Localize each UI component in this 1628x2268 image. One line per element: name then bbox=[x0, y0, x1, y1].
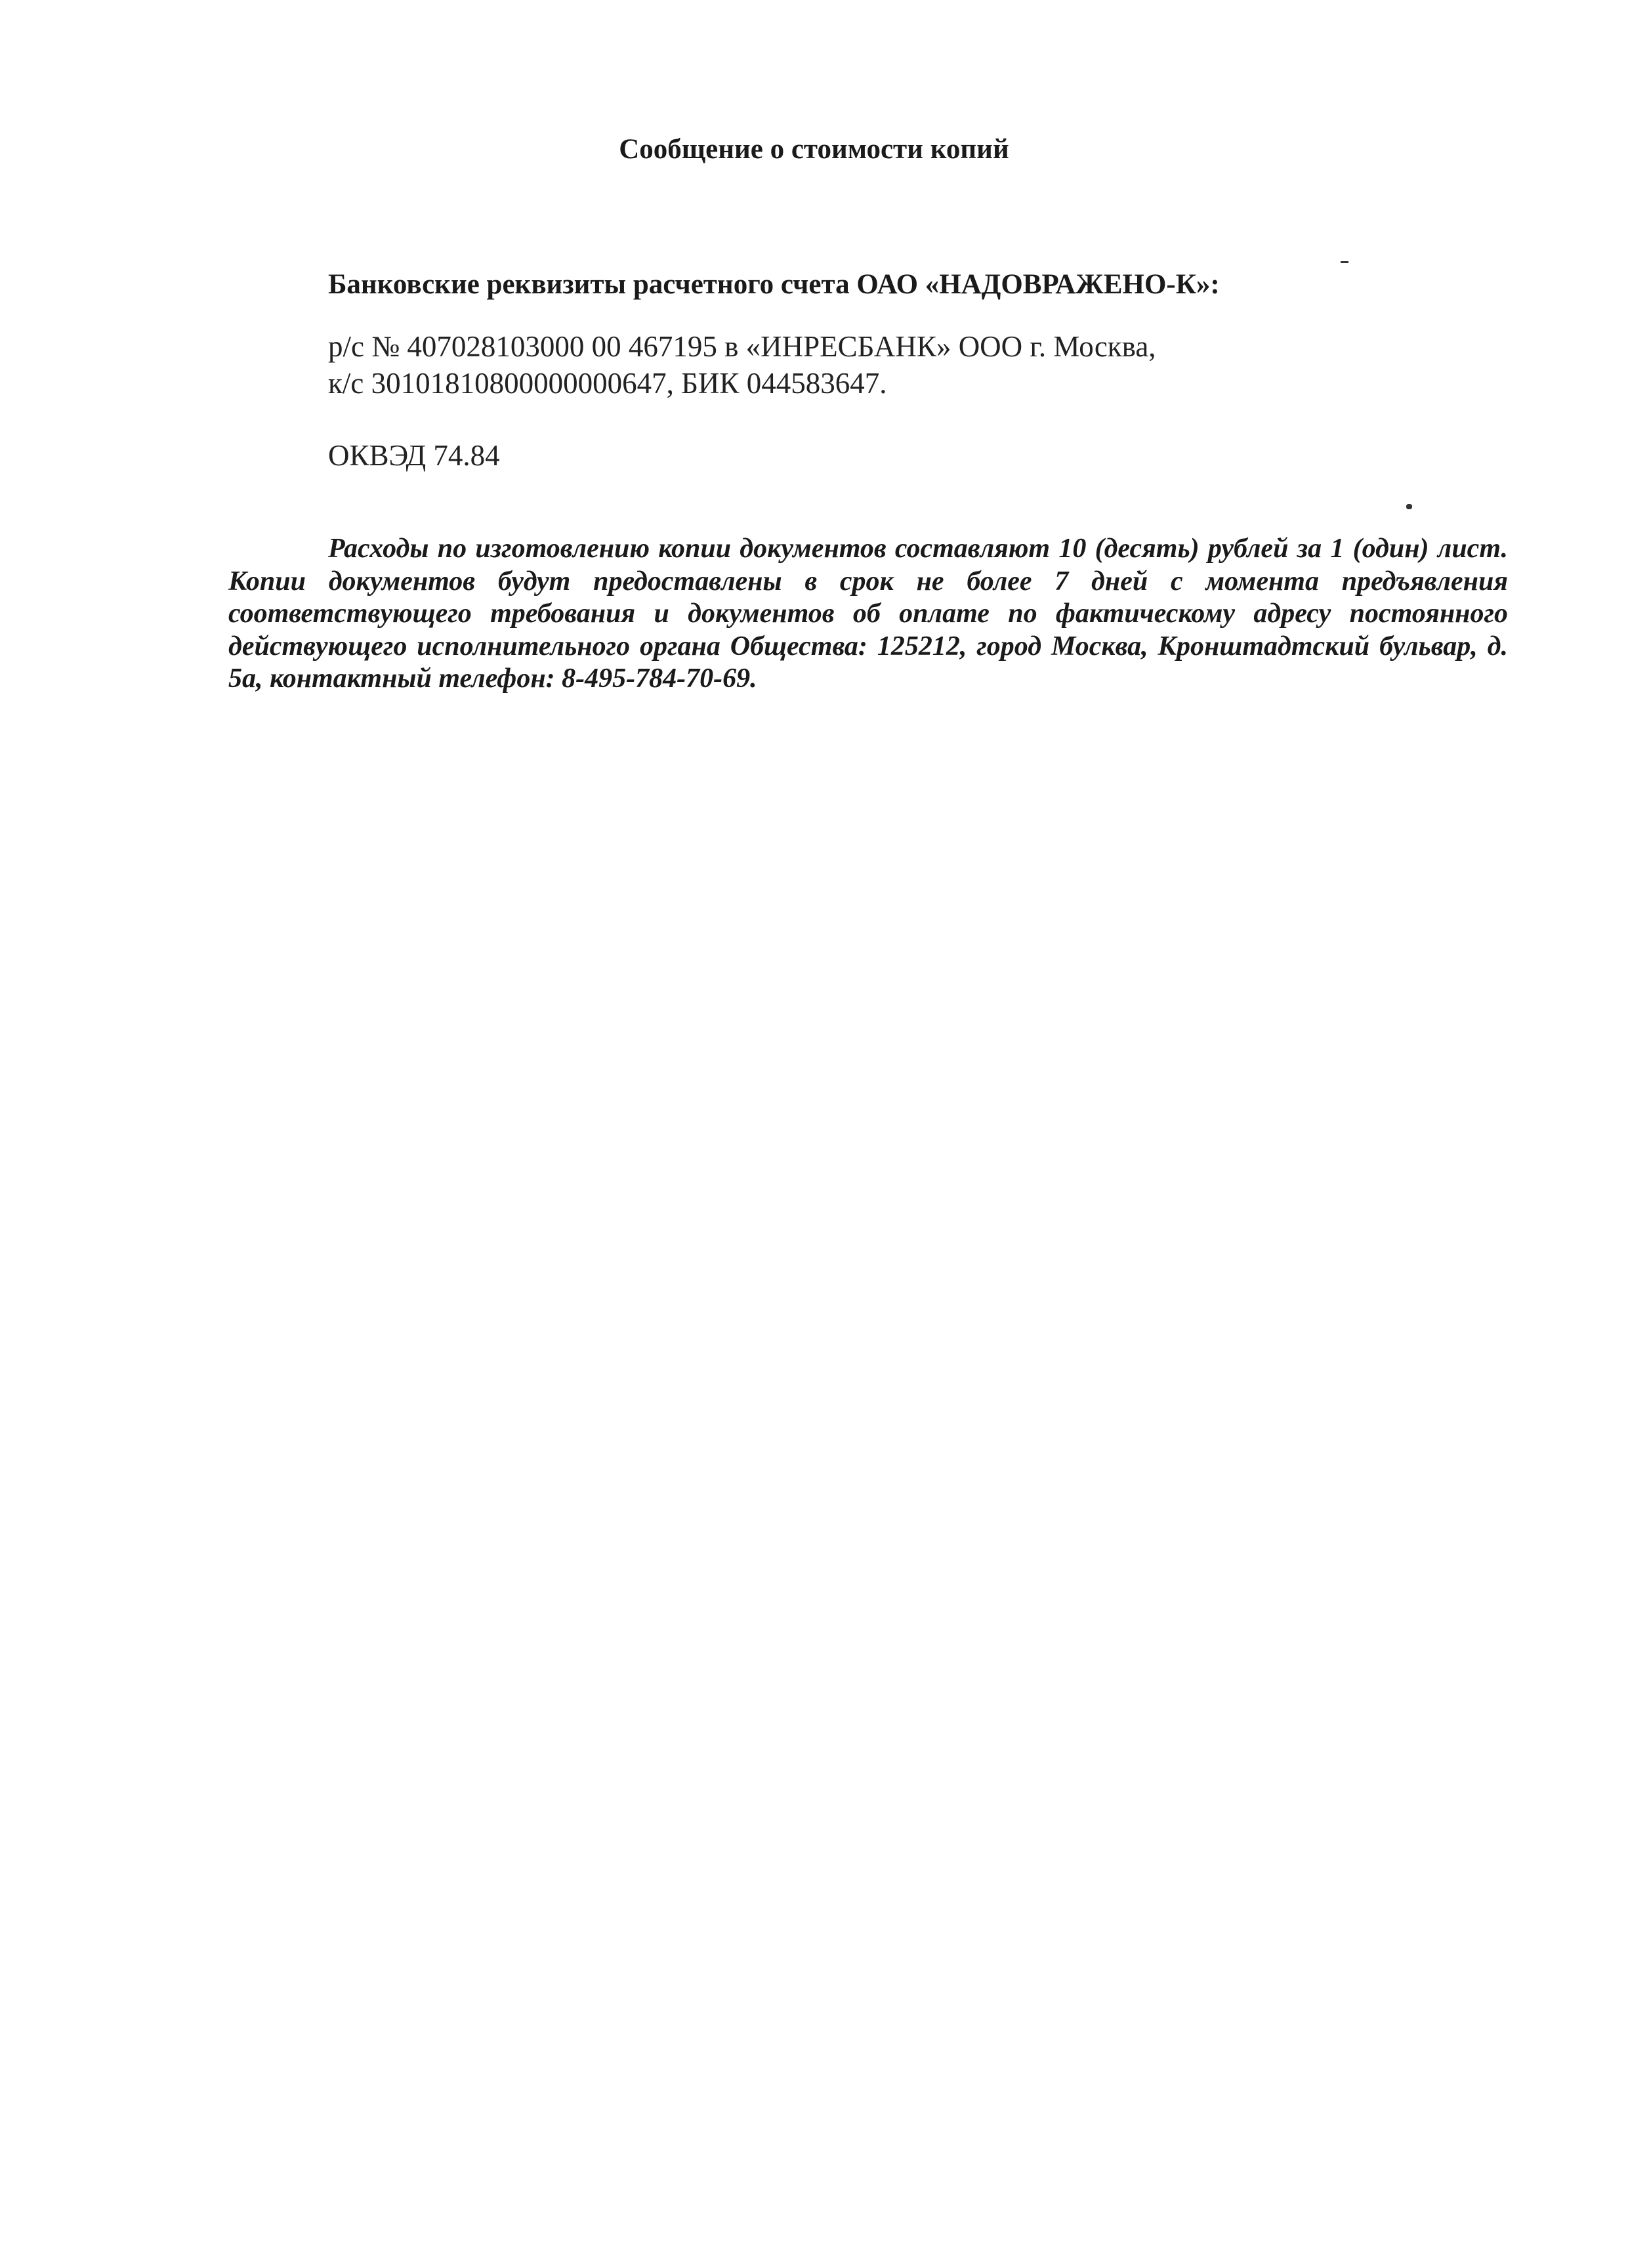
scan-speck bbox=[1341, 261, 1348, 263]
page-title: Сообщение о стоимости копий bbox=[619, 134, 1009, 165]
scan-speck bbox=[1406, 504, 1412, 509]
correspondent-account-line: к/с 30101810800000000647, БИК 044583647. bbox=[328, 367, 887, 400]
okved-code: ОКВЭД 74.84 bbox=[328, 439, 500, 472]
bank-details-heading: Банковские реквизиты расчетного счета ОАО «НАДОВРАЖЕНО-К»: bbox=[328, 269, 1220, 300]
copy-costs-paragraph: Расходы по изготовлению копии документов составляют 10 (десять) рублей за 1 (один) лист. Копии документов будут предоставлены в срок не более 7 дней с момента предъявления соответствующего требования и документов об оплате по фактическому адресу постоянного действующего исполнительного органа Общества: 125212, город Москва, Кронштадтский бульвар, д. 5а, контактный телефон: 8-495-784-70-69. bbox=[228, 534, 1508, 694]
bank-account-line: р/с № 407028103000 00 467195 в «ИНРЕСБАНК» ООО г. Москва, bbox=[328, 330, 1156, 363]
